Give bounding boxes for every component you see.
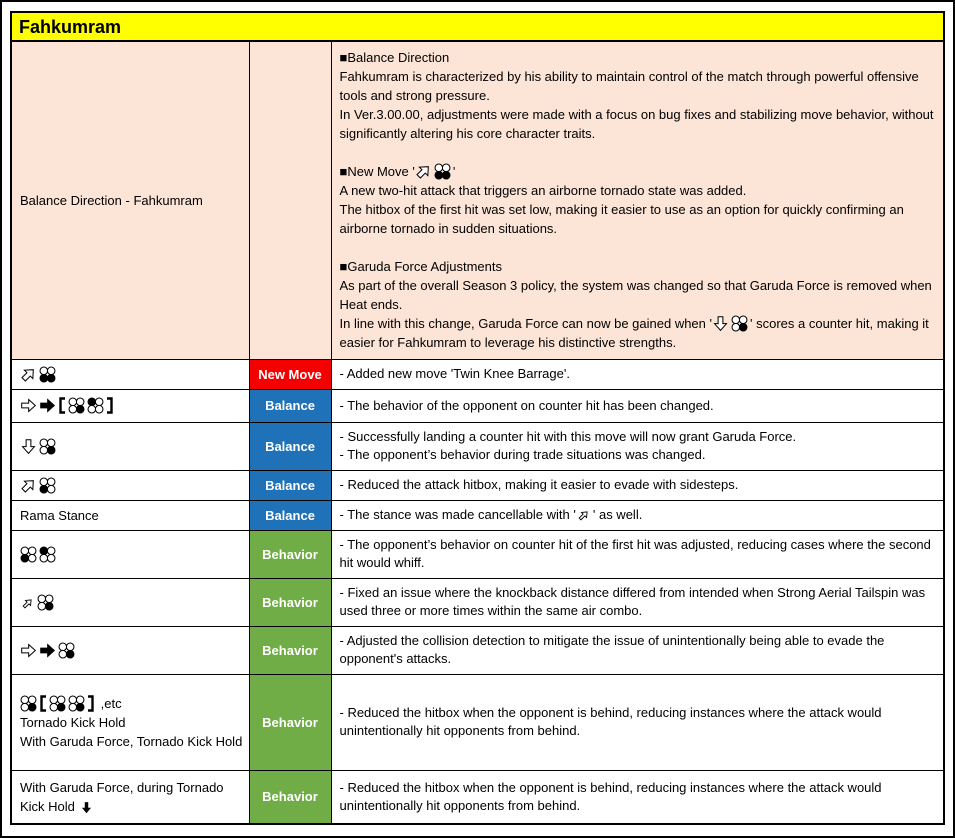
button-4-icon bbox=[20, 694, 37, 713]
move-line bbox=[20, 437, 243, 456]
move-cell bbox=[11, 500, 249, 530]
table-row bbox=[11, 422, 944, 470]
table-row bbox=[11, 626, 944, 674]
change-type-badge: Behavior bbox=[249, 770, 331, 824]
button-3-icon bbox=[20, 545, 37, 564]
description-line: - The stance was made cancellable with ' ' as well. bbox=[339, 507, 643, 522]
overview-line: As part of the overall Season 3 policy, the system was changed so that Garuda Force is removed when Heat ends. bbox=[339, 278, 932, 313]
button-4-icon bbox=[37, 593, 54, 612]
forward-arrow-icon bbox=[20, 641, 37, 660]
description-cell bbox=[331, 578, 944, 626]
overview-desc-cell bbox=[331, 41, 944, 359]
move-cell bbox=[11, 578, 249, 626]
overview-line bbox=[340, 143, 938, 162]
patch-notes-table bbox=[10, 40, 945, 825]
button-3-icon bbox=[39, 476, 56, 495]
overview-line: Fahkumram is characterized by his ability to maintain control of the match through powerful offensive tools and strong pressure. bbox=[339, 69, 919, 104]
overview-line bbox=[340, 238, 938, 257]
move-line bbox=[20, 365, 243, 384]
button-1-icon bbox=[39, 545, 56, 564]
description-cell bbox=[331, 626, 944, 674]
down-arrow-icon bbox=[20, 437, 37, 456]
description-line: - Added new move 'Twin Knee Barrage'. bbox=[339, 366, 570, 381]
move-cell bbox=[11, 770, 249, 824]
forward-arrow-icon bbox=[20, 396, 37, 415]
up-forward-arrow-icon bbox=[415, 162, 432, 181]
description-cell bbox=[331, 422, 944, 470]
description-cell bbox=[331, 470, 944, 500]
up-forward-arrow-thin-icon bbox=[576, 506, 591, 524]
change-type-badge: Behavior bbox=[249, 626, 331, 674]
overview-row bbox=[11, 41, 944, 359]
button-4-icon bbox=[49, 694, 66, 713]
description-cell bbox=[331, 530, 944, 578]
button-4-icon bbox=[58, 641, 75, 660]
table-row bbox=[11, 359, 944, 389]
button-4-icon bbox=[39, 437, 56, 456]
description-line: - The behavior of the opponent on counter hit has been changed. bbox=[339, 397, 714, 413]
move-cell bbox=[11, 422, 249, 470]
table-row bbox=[11, 389, 944, 422]
move-line bbox=[20, 641, 243, 660]
description-line: - Adjusted the collision detection to mitigate the issue of unintentionally being able to evade the opponent's attacks. bbox=[339, 633, 885, 666]
move-cell bbox=[11, 359, 249, 389]
move-line bbox=[20, 476, 243, 495]
change-type-badge: Behavior bbox=[249, 530, 331, 578]
overview-text bbox=[340, 48, 938, 352]
table-row bbox=[11, 770, 944, 824]
button-4-icon bbox=[731, 314, 748, 333]
move-cell bbox=[11, 626, 249, 674]
overview-line: A new two-hit attack that triggers an airborne tornado state was added. bbox=[339, 183, 747, 199]
move-cell bbox=[11, 674, 249, 770]
move-line bbox=[20, 396, 243, 415]
description-line: - The opponent’s behavior on counter hit of the first hit was adjusted, reducing cases where the second hit would whiff. bbox=[339, 537, 931, 570]
description-cell bbox=[331, 500, 944, 530]
move-cell bbox=[11, 530, 249, 578]
overview-line: ■Balance Direction bbox=[339, 50, 450, 66]
down-arrow-filled-icon bbox=[79, 797, 94, 816]
description-line: - Fixed an issue where the knockback distance differed from intended when Strong Aerial Tailspin was used three or more times within the same air combo. bbox=[339, 585, 926, 618]
move-line bbox=[20, 545, 243, 564]
move-cell bbox=[11, 470, 249, 500]
table-row bbox=[11, 530, 944, 578]
overview-line: In Ver.3.00.00, adjustments were made with a focus on bug fixes and stabilizing move behavior, without significantly altering his core character traits. bbox=[339, 107, 934, 142]
move-line bbox=[20, 593, 243, 612]
overview-line: The hitbox of the first hit was set low, making it easier to use as an option for quickly confirming an airborne tornado in sudden situations. bbox=[339, 202, 904, 237]
change-type-badge: New Move bbox=[249, 359, 331, 389]
button-1-icon bbox=[87, 396, 104, 415]
button-3-4-icon bbox=[39, 365, 56, 384]
table-row bbox=[11, 500, 944, 530]
move-cell bbox=[11, 389, 249, 422]
description-cell bbox=[331, 674, 944, 770]
change-type-badge: Balance bbox=[249, 422, 331, 470]
table-row bbox=[11, 578, 944, 626]
up-forward-arrow-thin-icon bbox=[20, 593, 35, 612]
description-line: - The opponent’s behavior during trade situations was changed. bbox=[339, 447, 706, 462]
button-4-icon bbox=[68, 694, 85, 713]
overview-line: In line with this change, Garuda Force can now be gained when ' ' scores a counter hit, making it easier for Fahkumram to leverage his distinctive strengths. bbox=[339, 316, 929, 351]
overview-line: ■Garuda Force Adjustments bbox=[339, 259, 502, 275]
description-line: - Reduced the hitbox when the opponent is behind, reducing instances where the attack would unintentionally hit opponents from behind. bbox=[339, 705, 882, 738]
table-row bbox=[11, 674, 944, 770]
description-cell bbox=[331, 359, 944, 389]
overview-badge-cell bbox=[249, 41, 331, 359]
open-lenticular-bracket-icon bbox=[39, 694, 47, 713]
table-row bbox=[11, 470, 944, 500]
close-lenticular-bracket-icon bbox=[87, 694, 95, 713]
overview-line: ■New Move ' ' bbox=[339, 164, 456, 180]
move-line: Tornado Kick Hold bbox=[20, 714, 126, 730]
move-line: With Garuda Force, Tornado Kick Hold bbox=[20, 733, 243, 749]
down-arrow-icon bbox=[712, 314, 729, 333]
overview-move-cell: Balance Direction - Fahkumram bbox=[11, 41, 249, 359]
description-line: - Reduced the attack hitbox, making it easier to evade with sidesteps. bbox=[339, 477, 739, 492]
button-3-4-icon bbox=[434, 162, 451, 181]
description-cell bbox=[331, 770, 944, 824]
forward-arrow-filled-icon bbox=[39, 396, 56, 415]
move-line: ,etc bbox=[20, 694, 243, 713]
description-cell bbox=[331, 389, 944, 422]
forward-arrow-filled-icon bbox=[39, 641, 56, 660]
move-line: Rama Stance bbox=[20, 507, 99, 523]
up-forward-arrow-icon bbox=[20, 476, 37, 495]
change-type-badge: Balance bbox=[249, 470, 331, 500]
description-line: - Reduced the hitbox when the opponent is behind, reducing instances where the attack would unintentionally hit opponents from behind. bbox=[339, 779, 882, 813]
up-forward-arrow-icon bbox=[20, 365, 37, 384]
description-line: - Successfully landing a counter hit with this move will now grant Garuda Force. bbox=[339, 429, 797, 444]
change-type-badge: Behavior bbox=[249, 674, 331, 770]
page-title: Fahkumram bbox=[10, 11, 945, 40]
open-lenticular-bracket-icon bbox=[58, 396, 66, 415]
close-lenticular-bracket-icon bbox=[106, 396, 114, 415]
change-type-badge: Balance bbox=[249, 389, 331, 422]
change-type-badge: Balance bbox=[249, 500, 331, 530]
button-4-icon bbox=[68, 396, 85, 415]
move-line: With Garuda Force, during Tornado Kick Hold bbox=[20, 779, 224, 814]
change-type-badge: Behavior bbox=[249, 578, 331, 626]
